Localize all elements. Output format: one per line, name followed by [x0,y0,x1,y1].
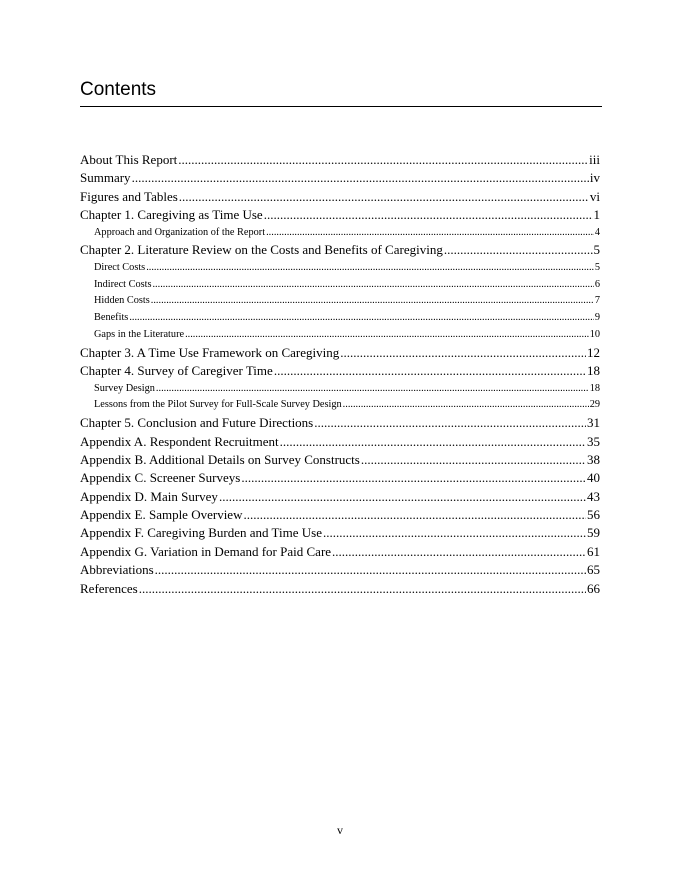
toc-entry-page-number: 59 [587,525,600,541]
title-divider [80,106,602,107]
toc-entry-page-number: 29 [589,399,600,411]
dot-leader [332,543,586,561]
toc-entry-title: Figures and Tables [80,188,178,204]
dot-leader [444,241,593,259]
toc-subentry[interactable] [80,293,600,310]
toc-entry-page-number: 56 [587,507,600,523]
dot-leader [314,414,586,432]
toc-entry-title: Appendix E. Sample Overview [80,507,243,523]
toc-entry[interactable] [80,433,600,451]
table-of-contents [80,151,600,598]
toc-entry-page-number: 9 [594,312,600,324]
dot-leader [343,397,589,414]
dot-leader [155,561,586,579]
toc-entry-title: Lessons from the Pilot Survey for Full-Scale Survey Design [94,399,342,411]
dot-leader [274,362,586,380]
toc-entry-page-number: 31 [587,415,600,431]
toc-entry-title: Chapter 2. Literature Review on the Costs and Benefits of Caregiving [80,242,443,258]
toc-entry-page-number: iv [589,170,600,186]
toc-entry-page-number: 18 [587,363,600,379]
toc-entry[interactable] [80,169,600,187]
toc-entry-page-number: 5 [593,242,600,258]
dot-leader [152,277,593,294]
toc-subentry[interactable] [80,397,600,414]
toc-entry[interactable] [80,151,600,169]
toc-entry[interactable] [80,469,600,487]
dot-leader [241,469,586,487]
toc-entry[interactable] [80,414,600,432]
dot-leader [323,524,586,542]
toc-entry[interactable] [80,188,600,206]
toc-entry-title: Benefits [94,312,129,324]
toc-subentry[interactable] [80,277,600,294]
dot-leader [178,151,588,169]
toc-entry-page-number: 18 [589,382,600,394]
toc-entry[interactable] [80,241,600,259]
toc-entry[interactable] [80,362,600,380]
dot-leader [243,506,586,524]
toc-entry-title: About This Report [80,152,178,167]
toc-entry-title: Abbreviations [80,562,154,578]
toc-entry-page-number: 5 [594,261,600,273]
dot-leader [146,260,594,277]
toc-entry-page-number: 4 [594,226,600,238]
toc-entry-title: Appendix B. Additional Details on Survey Constructs [80,451,360,467]
toc-entry-title: Hidden Costs [94,295,150,307]
toc-entry-page-number: 35 [587,433,600,449]
toc-entry-title: Appendix F. Caregiving Burden and Time Use [80,525,322,541]
toc-entry-page-number: 1 [593,207,600,223]
toc-entry-page-number: iii [589,152,600,167]
toc-entry[interactable] [80,488,600,506]
toc-subentry[interactable] [80,310,600,327]
toc-entry-page-number: 6 [594,278,600,290]
toc-entry-page-number: 61 [587,543,600,559]
toc-entry-title: Appendix G. Variation in Demand for Paid Care [80,543,332,559]
dot-leader [139,580,586,598]
toc-entry[interactable] [80,451,600,469]
toc-entry-title: Chapter 3. A Time Use Framework on Caregiving [80,344,340,360]
dot-leader [129,310,594,327]
toc-entry-title: Direct Costs [94,261,146,273]
toc-entry-page-number: 65 [587,562,600,578]
dot-leader [179,188,589,206]
dot-leader [340,344,586,362]
toc-entry[interactable] [80,580,600,598]
toc-subentry[interactable] [80,327,600,344]
toc-entry-page-number: 40 [587,470,600,486]
toc-entry-page-number: 12 [587,344,600,360]
toc-entry[interactable] [80,344,600,362]
toc-entry-page-number: 10 [589,328,600,340]
toc-entry-page-number: 66 [587,580,600,596]
toc-entry-title: References [80,580,138,596]
toc-entry-title: Chapter 4. Survey of Caregiver Time [80,363,273,379]
page-number: v [337,823,343,837]
dot-leader [156,381,589,398]
dot-leader [185,327,589,344]
toc-entry-title: Appendix D. Main Survey [80,488,218,504]
toc-entry-page-number: 7 [594,295,600,307]
dot-leader [280,433,586,451]
toc-entry-page-number: 43 [587,488,600,504]
toc-entry-title: Survey Design [94,382,155,394]
toc-entry-title: Appendix A. Respondent Recruitment [80,433,279,449]
toc-entry-title: Appendix C. Screener Surveys [80,470,241,486]
toc-entry-title: Chapter 1. Caregiving as Time Use [80,207,263,223]
toc-entry-title: Chapter 5. Conclusion and Future Directions [80,415,314,431]
toc-entry-title: Summary [80,170,131,186]
toc-entry[interactable] [80,206,600,224]
toc-subentry[interactable] [80,260,600,277]
page-title: Contents [80,79,157,100]
dot-leader [219,488,586,506]
toc-subentry[interactable] [80,381,600,398]
toc-entry[interactable] [80,561,600,579]
toc-entry-page-number: 38 [587,451,600,467]
toc-entry[interactable] [80,506,600,524]
toc-entry-page-number: vi [589,188,600,204]
dot-leader [132,169,589,187]
toc-entry-title: Approach and Organization of the Report [94,226,266,238]
toc-entry[interactable] [80,524,600,542]
toc-entry-title: Gaps in the Literature [94,328,185,340]
toc-entry-title: Indirect Costs [94,278,152,290]
toc-entry[interactable] [80,543,600,561]
toc-subentry[interactable] [80,225,600,242]
dot-leader [361,451,586,469]
dot-leader [264,206,593,224]
dot-leader [151,293,594,310]
dot-leader [266,225,594,242]
